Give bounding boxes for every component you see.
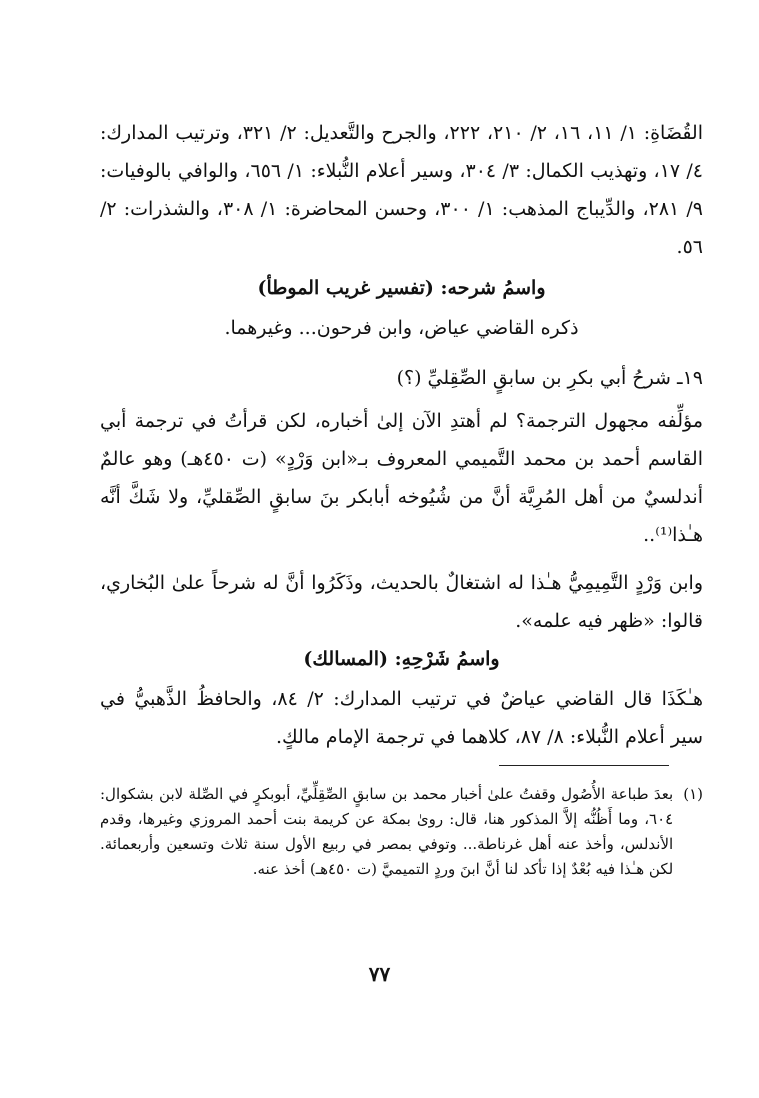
final-paragraph: هـٰكَذَا قال القاضي عياضٌ في ترتيب المدارك: ٢/ ٨٤، والحافظُ الذَّهبيُّ في سير أعلام النُّبلاء: ٨/ ٨٧، كلاهما في ترجمة الإمام مالكٍ. <box>100 688 703 748</box>
mention-line: ذكره القاضي عياض، وابن فرحون... وغيرهما. <box>224 317 579 339</box>
footnote-number: (١) <box>683 785 703 803</box>
author-paragraph: مؤلِّفه مجهول الترجمة؟ لم أهتدِ الآن إلىٰ أخباره، لكن قرأتُ في ترجمة أبي القاسم أحمد بن محمد التَّميمي المعروف بـ«ابن وَرْدٍ» (ت ٤٥٠هـ) وهو عالمٌ أندلسيٌ من أهل المُرِيَّة أنَّ من شُيُوخه أبابكر بنَ سابقٍ الصِّقليِّ، ولا شَكَّ أنَّه هـٰذا⁽¹⁾.. <box>100 410 703 546</box>
references-paragraph: القُضَاةِ: ١/ ١١، ١٦، ٢/ ٢١٠، ٢٢٢، والجرح والتَّعديل: ٢/ ٣٢١، وترتيب المدارك: ٤/ ١٧، وتهذيب الكمال: ٣/ ٣٠٤، وسير أعلام النُّبلاء: ١/ ٦٥٦، والوافي بالوفيات: ٩/ ٢٨١، والدِّيباج المذهب: ١/ ٣٠٠، وحسن المحاضرة: ١/ ٣٠٨، والشذرات: ٢/ ٥٦. <box>100 122 704 258</box>
commentary-name-2: واسمُ شَرْحِهِ: (المسالك) <box>303 648 500 670</box>
section-heading-19: ١٩ـ شرحُ أبي بكرِ بن سابقٍ الصِّقِليِّ (؟) <box>396 367 703 389</box>
footnote <box>100 782 703 882</box>
footnote-separator <box>499 765 669 766</box>
footnote-text: بعدَ طباعة الأُصُول وقفتُ علىٰ أخبار محمد بن سابقٍ الصِّقِلِّيِّ، أبوبكرٍ في الصِّلة لابن بشكوال: ٦٠٤، وما أَظُنُّه إلاَّ المذكور هنا، قال: روىٰ بمكة عن كريمة بنت أحمد المروزي وغيرها، وقدم الأندلس، وأخذ عنه أهل غرناطة... وتوفي بمصر في ربيع الأول سنة ثلاث وتسعين وأربعمائة. لكن هـٰذا فيه بُعْدٌ إذا تأكد لنا أنَّ ابنَ وردٍ التميميَّ (ت ٤٥٠هـ) أخذ عنه. <box>100 785 674 878</box>
page-number: ٧٧ <box>368 962 391 986</box>
ibn-ward-paragraph: وابن وَرْدٍ التَّمِيمِيُّ هـٰذا له اشتغالٌ بالحديث، وذَكَرُوا أنَّ له شرحاً علىٰ البُخاري، قالوا: «ظهر فيه علمه». <box>100 572 703 632</box>
commentary-name-1: واسمُ شرحه: (تفسير غريب الموطأ) <box>257 277 546 299</box>
